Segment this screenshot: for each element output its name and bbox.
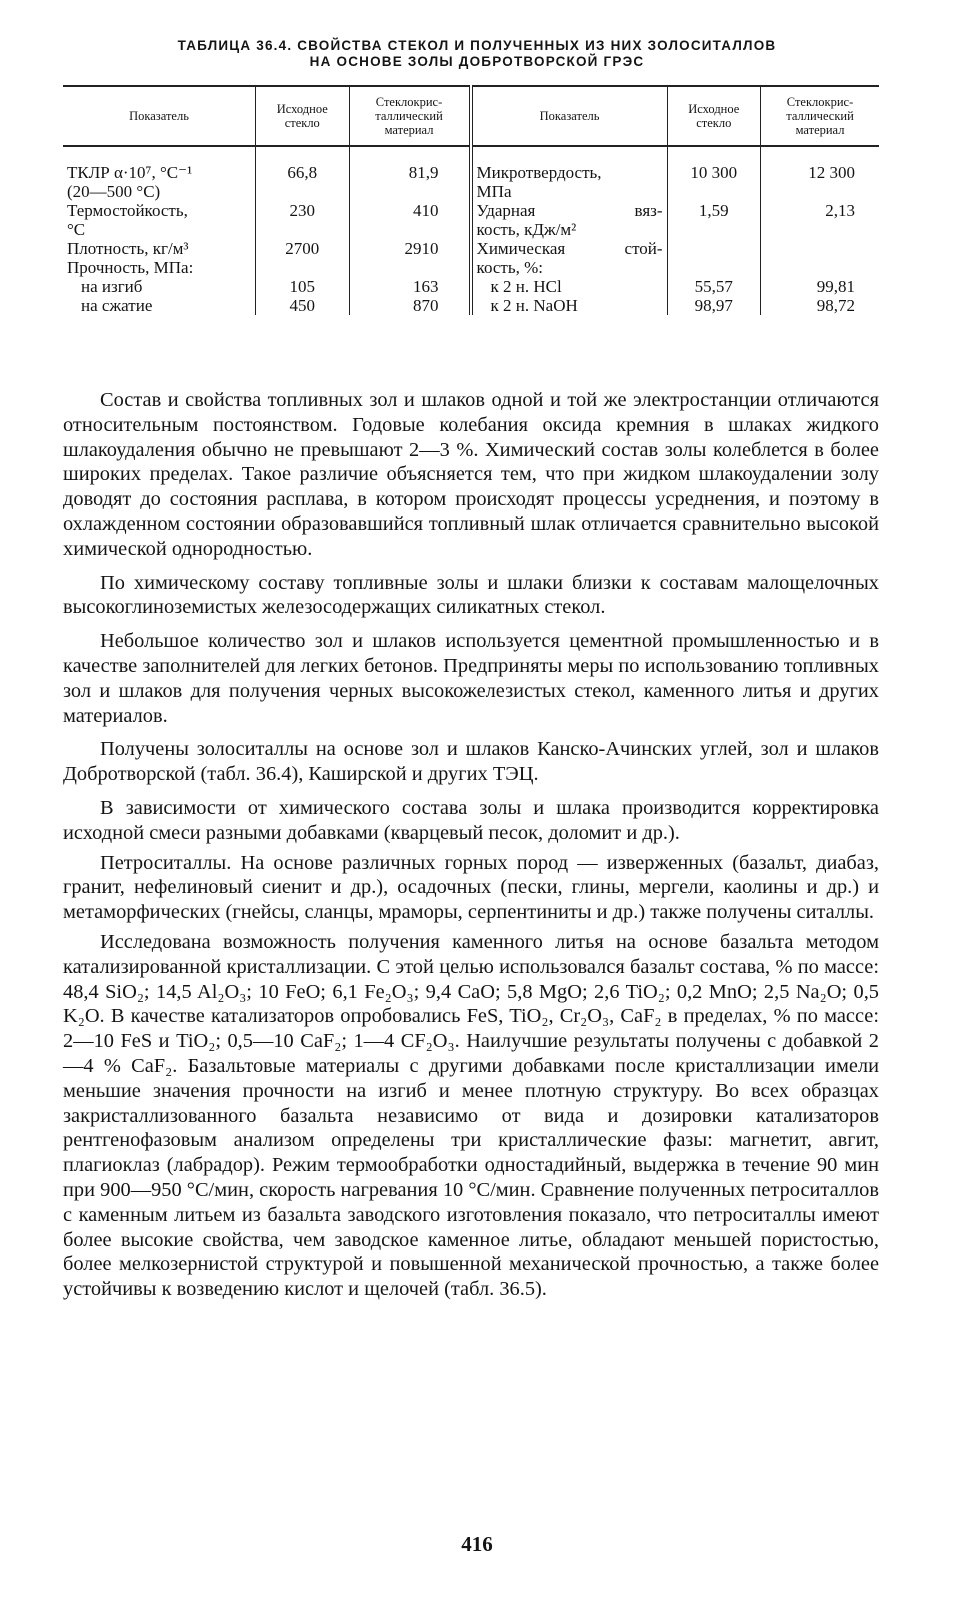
paragraph: По химическому составу топливные золы и шлаки близки к составам малощелочных высокоглиноземистых железосодержащих силикатных стекол. (63, 571, 879, 619)
table-cell (256, 258, 350, 277)
table-cell: на изгиб (81, 277, 143, 296)
table-caption (60, 38, 894, 70)
paragraph: Исследована возможность получения каменного литья на основе базальта методом катализированной кристаллизации. С этой целью использовался базальт состава, % по массе: 48,4 SiO₂; 14,5 Al₂O₃; 10 FeO; 6,1 Fe₂O₃; 9,4 CaO; 5,8 MgO; 2,6 TiO₂; 0,2 MnO; 2,5 Na₂O; 0,5 K₂O. В качестве катализаторов опробовались FeS, TiO₂, Cr₂O₃, CaF₂ в пределах, % по массе: 2—10 FeS и TiO₂; 0,5—10 CaF₂; 1—4 CF₂O₃. Наилучшие результаты получены с добавкой 2—4 % CaF₂. Базальтовые материалы с другими добавками после кристаллизации имели меньшие значения прочности на изгиб и менее плотную структуру. Во всех образцах закристаллизованного базальта независимо от вида и дозировки катализаторов рентгенофазовым анализом определены три кристаллические фазы: магнетит, авгит, плагиоклаз (лабрадор). Режим термообработки одностадийный, выдержка в течение 90 мин при 900—950 °С/мин, скорость нагревания 10 °С/мин. Сравнение полученных петроситаллов с каменным литьем из базальта заводского изготовления показало, что петроситаллы имеют более высокие свойства, чем заводское каменное литье, обладают меньшей пористостью, более мелкозернистой структурой и повышенной механической прочностью, а также более устойчивы к возведению кислот и щелочей (табл. 36.5). (63, 930, 879, 1301)
table-cell: 98,97 (667, 296, 761, 315)
table-cell: кость, %: (471, 258, 668, 277)
table-cell: Плотность, кг/м³ (67, 239, 189, 258)
body-text (63, 388, 879, 1311)
paragraph: Состав и свойства топливных зол и шлаков одной и той же электростанции отличаются относительным постоянством. Годовые колебания оксида кремния в шлаках жидкого шлакоудаления обычно не превышают 2—3 %. Химический состав золы колеблется в более широких пределах. Такое различие объясняется тем, что при жидком шлакоудалении золу доводят до состояния расплава, в котором происходят процессы усреднения, и поэтому в охлажденном состоянии образовавшийся топливный шлак отличается сравнительно высокой химической однородностью. (63, 389, 879, 560)
table-cell: кость, кДж/м² (471, 220, 668, 239)
table-header-row (63, 86, 879, 146)
table-cell (667, 239, 761, 258)
header-ceramic-left (349, 86, 471, 146)
paragraph: В зависимости от химического состава золы и шлака производится корректировка исходной смеси разными добавками (кварцевый песок, доломит и др.). (63, 796, 879, 844)
paragraph: Небольшое количество зол и шлаков используется цементной промышленностью и в качестве заполнителей для легких бетонов. Предприняты меры по использованию топливных зол и шлаков для получения черных высокожелезистых стекол, каменного литья и других материалов. (63, 630, 879, 727)
table-cell: 55,57 (667, 277, 761, 296)
table-cell (761, 220, 879, 239)
header-text: материал (384, 123, 434, 137)
table-row (63, 201, 879, 220)
table-cell: к 2 н. HCl (471, 277, 668, 296)
table-row (63, 277, 879, 296)
header-initial-glass-left (256, 86, 350, 146)
table-cell: (20—500 °С) (67, 182, 161, 201)
table-cell: 163 (349, 277, 471, 296)
header-text: стекло (696, 116, 732, 130)
header-text: Стеклокрис- (375, 95, 443, 109)
table-cell: 81,9 (349, 146, 471, 182)
table-cell: к 2 н. NaOH (471, 296, 668, 315)
header-text: Исходное (688, 102, 740, 116)
table-cell (761, 258, 879, 277)
table-cell: 105 (256, 277, 350, 296)
header-text: стекло (284, 116, 320, 130)
table-cell: Ударная вяз- (471, 201, 668, 220)
header-text: таллический (375, 109, 443, 123)
table-caption-line-1: ТАБЛИЦА 36.4. СВОЙСТВА СТЕКОЛ И ПОЛУЧЕННЫХ ИЗ НИХ ЗОЛОСИТАЛЛОВ (177, 38, 777, 53)
table-cell: Микротвердость, (471, 146, 668, 182)
header-text: таллический (786, 109, 854, 123)
header-text: материал (795, 123, 845, 137)
table-cell (667, 182, 761, 201)
table-cell (761, 239, 879, 258)
table-cell (256, 182, 350, 201)
table-row (63, 182, 879, 201)
table-cell: ТКЛР α·10⁷, °С⁻¹ (67, 163, 193, 182)
table-cell: °С (67, 220, 86, 239)
table-cell: 2,13 (761, 201, 879, 220)
table-cell: МПа (471, 182, 668, 201)
header-initial-glass-right (667, 86, 761, 146)
table-cell: 99,81 (761, 277, 879, 296)
table-cell (667, 220, 761, 239)
table-cell: 2700 (256, 239, 350, 258)
table-cell: 98,72 (761, 296, 879, 315)
paragraph: Петроситаллы. На основе различных горных пород — изверженных (базальт, диабаз, гранит, нефелиновый сиенит и др.), осадочных (пески, глины, мергели, каолины и др.) и метаморфических (гнейсы, сланцы, мраморы, серпентиниты и др.) также получены ситаллы. (63, 851, 879, 924)
table-cell (349, 258, 471, 277)
table-cell: 450 (256, 296, 350, 315)
table-cell: Химическая стой- (471, 239, 668, 258)
table-cell: Термостойкость, (67, 201, 188, 220)
header-ceramic-right (761, 86, 879, 146)
header-text: Стеклокрис- (786, 95, 854, 109)
table-cell (761, 182, 879, 201)
properties-table (63, 85, 879, 315)
table-row (63, 239, 879, 258)
header-indicator-left: Показатель (63, 86, 256, 146)
paragraph: Получены золоситаллы на основе зол и шлаков Канско-Ачинских углей, зол и шлаков Добротворской (табл. 36.4), Каширской и других ТЭЦ. (63, 738, 879, 786)
table-row (63, 146, 879, 182)
table-caption-line-2: НА ОСНОВЕ ЗОЛЫ ДОБРОТВОРСКОЙ ГРЭС (309, 54, 645, 69)
table-cell: 230 (256, 201, 350, 220)
table-cell: на сжатие (81, 296, 153, 315)
table-row (63, 220, 879, 239)
table-cell (349, 220, 471, 239)
table-cell (667, 258, 761, 277)
table-cell (256, 220, 350, 239)
table-cell: 1,59 (667, 201, 761, 220)
table-cell: 66,8 (256, 146, 350, 182)
header-indicator-right: Показатель (471, 86, 668, 146)
table-cell: 10 300 (667, 146, 761, 182)
table-cell: 410 (349, 201, 471, 220)
table-row (63, 296, 879, 315)
table-cell: 870 (349, 296, 471, 315)
table-cell: 12 300 (761, 146, 879, 182)
table-cell: Прочность, МПа: (67, 258, 194, 277)
table-row (63, 258, 879, 277)
page-number: 416 (461, 1532, 493, 1556)
table-cell (349, 182, 471, 201)
table-cell: 2910 (349, 239, 471, 258)
header-text: Исходное (276, 102, 328, 116)
